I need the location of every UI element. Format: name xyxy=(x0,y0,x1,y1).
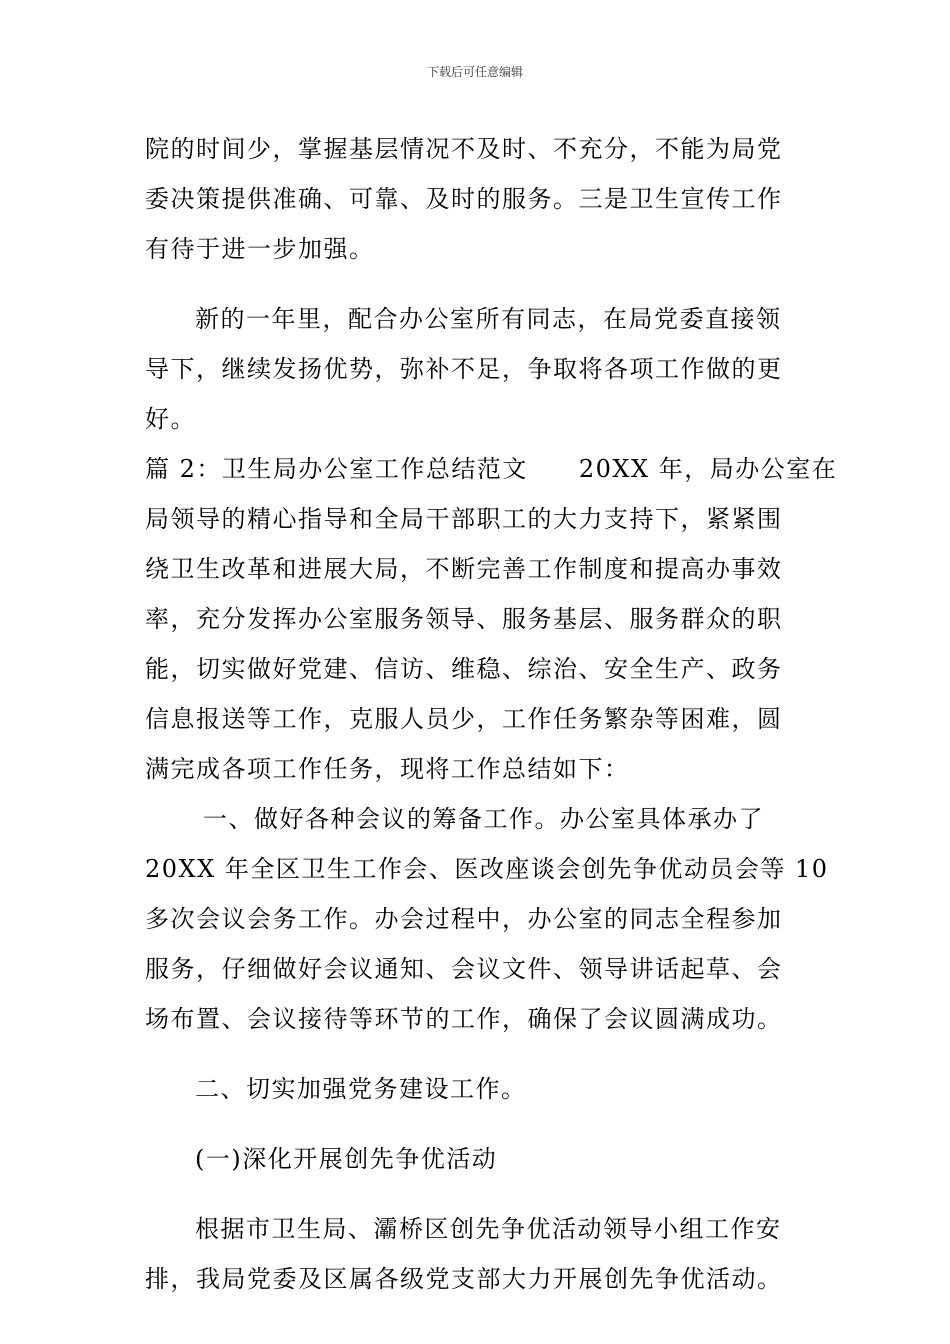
text-line: (一)深化开展创先争优活动 xyxy=(195,1145,498,1173)
paragraph xyxy=(145,294,810,444)
text-line: 二、切实加强党务建设工作。 xyxy=(195,1075,527,1103)
paragraph xyxy=(145,1204,810,1304)
text-line: 多次会议会务工作。办会过程中，办公室的同志全程参加 xyxy=(145,905,783,933)
text-line: 信息报送等工作，克服人员少，工作任务繁杂等困难，圆 xyxy=(145,705,783,733)
paragraph xyxy=(145,124,810,274)
text-line: 根据市卫生局、灞桥区创先争优活动领导小组工作安 xyxy=(195,1215,782,1243)
text-line: 场布置、会议接待等环节的工作，确保了会议圆满成功。 xyxy=(145,1005,783,1033)
text-line: 满完成各项工作任务，现将工作总结如下： xyxy=(145,755,630,783)
sub-heading xyxy=(145,1134,810,1184)
text-line: 绕卫生改革和进展大局，不断完善工作制度和提高办事效 xyxy=(145,555,783,583)
text-line: 排，我局党委及区属各级党支部大力开展创先争优活动。 xyxy=(145,1265,783,1293)
text-line: 好。 xyxy=(145,405,196,433)
text-line: 局领导的精心指导和全局干部职工的大力支持下，紧紧围 xyxy=(145,505,783,533)
text-line: 有待于进一步加强。 xyxy=(145,235,375,263)
text-line: 服务，仔细做好会议通知、会议文件、领导讲话起草、会 xyxy=(145,955,783,983)
page-header-note: 下载后可任意编辑 xyxy=(426,65,523,79)
text-line: 20XX 年全区卫生工作会、医改座谈会创先争优动员会等 10 xyxy=(145,855,829,883)
paragraph xyxy=(145,444,838,794)
text-line: 一、做好各种会议的筹备工作。办公室具体承办了 xyxy=(203,805,764,833)
paragraph xyxy=(145,794,829,1044)
text-line: 新的一年里，配合办公室所有同志，在局党委直接领 xyxy=(195,305,782,333)
text-line: 委决策提供准确、可靠、及时的服务。三是卫生宣传工作 xyxy=(145,185,783,213)
text-line: 能，切实做好党建、信访、维稳、综治、安全生产、政务 xyxy=(145,655,783,683)
text-line: 导下，继续发扬优势，弥补不足，争取将各项工作做的更 xyxy=(145,355,783,383)
text-line: 率，充分发挥办公室服务领导、服务基层、服务群众的职 xyxy=(145,605,783,633)
text-line: 篇 2：卫生局办公室工作总结范文 20XX 年，局办公室在 xyxy=(145,455,838,483)
text-line: 院的时间少，掌握基层情况不及时、不充分，不能为局党 xyxy=(145,135,783,163)
document-body xyxy=(145,124,838,1304)
section-heading xyxy=(145,1064,810,1114)
